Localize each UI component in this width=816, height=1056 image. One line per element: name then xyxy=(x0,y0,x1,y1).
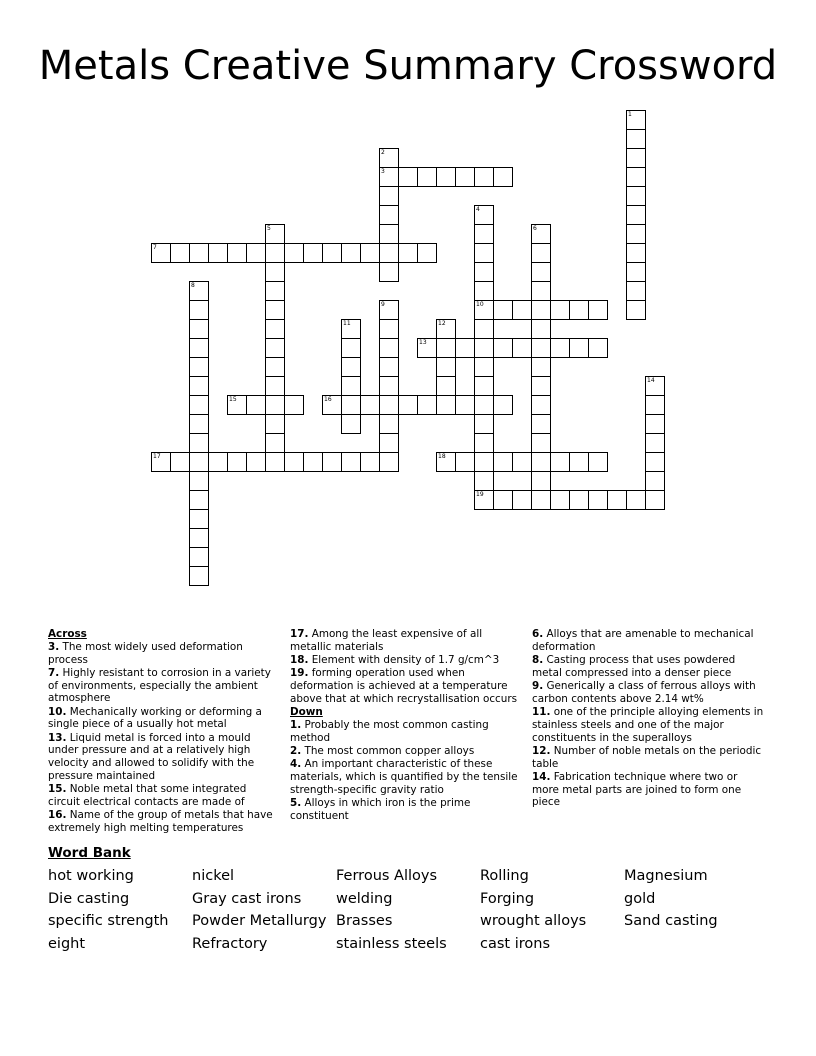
word-bank-title: Word Bank xyxy=(48,845,131,861)
grid-cell[interactable] xyxy=(512,490,532,510)
grid-cell[interactable] xyxy=(436,452,456,472)
word-bank-item: Sand casting xyxy=(624,913,718,930)
clue-down-8 xyxy=(532,654,764,680)
grid-cell[interactable] xyxy=(227,395,247,415)
grid-cell[interactable] xyxy=(645,414,665,434)
clue-number-label: 1. xyxy=(290,718,302,731)
clues-column-1 xyxy=(48,628,280,835)
clue-down-2 xyxy=(290,745,522,758)
across-heading: Across xyxy=(48,628,87,640)
grid-cell[interactable] xyxy=(493,395,513,415)
grid-cell[interactable] xyxy=(398,243,418,263)
word-bank-item: wrought alloys xyxy=(480,913,587,930)
grid-cell[interactable] xyxy=(417,243,437,263)
clue-down-14 xyxy=(532,771,764,809)
clue-across-16 xyxy=(48,809,280,835)
grid-cell[interactable] xyxy=(208,452,228,472)
grid-cell[interactable] xyxy=(474,205,494,225)
word-bank-item: Powder Metallurgy xyxy=(192,913,327,930)
clue-across-18 xyxy=(290,654,522,667)
word-bank-item: Rolling xyxy=(480,868,529,884)
grid-cell[interactable] xyxy=(341,395,361,415)
grid-cell[interactable] xyxy=(550,452,570,472)
clue-number: 2 xyxy=(381,149,385,156)
word-bank-item: specific strength xyxy=(48,913,169,930)
grid-cell[interactable] xyxy=(645,471,665,491)
word-bank-item: Forging xyxy=(480,890,535,907)
grid-cell[interactable] xyxy=(265,433,285,453)
clue-number-label: 7. xyxy=(48,666,60,679)
grid-cell[interactable] xyxy=(645,452,665,472)
clue-number: 13 xyxy=(419,339,427,346)
grid-cell[interactable] xyxy=(417,167,437,187)
grid-cell[interactable] xyxy=(626,490,646,510)
grid-cell[interactable] xyxy=(265,395,285,415)
grid-cell[interactable] xyxy=(189,319,209,339)
clue-number-label: 10. xyxy=(48,705,67,718)
clue-text: Fabrication technique where two or more metal parts are joined to form one piece xyxy=(532,770,742,809)
clue-down-5 xyxy=(290,797,522,823)
grid-cell[interactable] xyxy=(189,281,209,301)
clue-number: 6 xyxy=(533,225,537,232)
grid-cell[interactable] xyxy=(531,262,551,282)
grid-cell[interactable] xyxy=(436,395,456,415)
word-bank-item: eight xyxy=(48,936,86,953)
clue-down-9 xyxy=(532,680,764,706)
grid-cell[interactable] xyxy=(341,376,361,396)
grid-cell[interactable] xyxy=(626,262,646,282)
grid-cell[interactable] xyxy=(436,376,456,396)
clue-across-17 xyxy=(290,628,522,654)
clue-down-4 xyxy=(290,758,522,796)
grid-cell[interactable] xyxy=(189,243,209,263)
clue-text: Liquid metal is forced into a mould under pressure and at a relatively high velocity and allowed to solidify with the pressure maintained xyxy=(48,731,255,782)
grid-cell[interactable] xyxy=(189,395,209,415)
grid-cell[interactable] xyxy=(379,319,399,339)
grid-cell[interactable] xyxy=(531,414,551,434)
grid-cell[interactable] xyxy=(550,490,570,510)
grid-cell[interactable] xyxy=(360,243,380,263)
grid-cell[interactable] xyxy=(531,452,551,472)
grid-cell[interactable] xyxy=(303,243,323,263)
clue-text: Mechanically working or deforming a single piece of a usually hot metal xyxy=(48,705,262,731)
word-bank-item: Gray cast irons xyxy=(192,890,302,907)
clue-number-label: 14. xyxy=(532,770,551,783)
grid-cell[interactable] xyxy=(645,376,665,396)
grid-cell[interactable] xyxy=(588,300,608,320)
grid-cell[interactable] xyxy=(626,243,646,263)
grid-cell[interactable] xyxy=(474,376,494,396)
grid-cell[interactable] xyxy=(265,452,285,472)
clue-number: 3 xyxy=(381,168,385,175)
clue-number: 12 xyxy=(438,320,446,327)
word-bank-item: stainless steels xyxy=(336,936,447,953)
grid-cell[interactable] xyxy=(531,357,551,377)
grid-cell[interactable] xyxy=(645,395,665,415)
grid-cell[interactable] xyxy=(265,300,285,320)
clue-number-label: 2. xyxy=(290,744,302,757)
word-bank-item: Ferrous Alloys xyxy=(336,868,438,884)
clue-number-label: 17. xyxy=(290,628,309,640)
clue-text: Casting process that uses powdered metal compressed into a denser piece xyxy=(532,653,736,679)
grid-cell[interactable] xyxy=(379,433,399,453)
grid-cell[interactable] xyxy=(189,452,209,472)
clue-text: Among the least expensive of all metallic materials xyxy=(290,628,483,653)
grid-cell[interactable] xyxy=(227,243,247,263)
grid-cell[interactable] xyxy=(455,167,475,187)
grid-cell[interactable] xyxy=(531,395,551,415)
clues-column-3 xyxy=(532,628,764,810)
grid-cell[interactable] xyxy=(531,243,551,263)
grid-cell[interactable] xyxy=(588,338,608,358)
grid-cell[interactable] xyxy=(474,167,494,187)
grid-cell[interactable] xyxy=(151,243,171,263)
clue-text: forming operation used when deformation is achieved at a temperature above that at which recrystallisation occurs xyxy=(290,667,518,705)
grid-cell[interactable] xyxy=(493,452,513,472)
clue-number-label: 12. xyxy=(532,744,551,757)
grid-cell[interactable] xyxy=(569,490,589,510)
grid-cell[interactable] xyxy=(170,243,190,263)
grid-cell[interactable] xyxy=(474,357,494,377)
grid-cell[interactable] xyxy=(493,300,513,320)
grid-cell[interactable] xyxy=(417,395,437,415)
clue-text: An important characteristic of these materials, which is quantified by the tensile strength-specific gravity ratio xyxy=(290,757,518,796)
grid-cell[interactable] xyxy=(569,300,589,320)
word-bank-item: welding xyxy=(336,890,393,907)
clue-text: The most common copper alloys xyxy=(301,744,475,757)
grid-cell[interactable] xyxy=(151,452,171,472)
word-bank-item: nickel xyxy=(192,868,235,884)
clue-number-label: 4. xyxy=(290,757,302,770)
grid-cell[interactable] xyxy=(284,243,304,263)
grid-cell[interactable] xyxy=(531,471,551,491)
word-bank-item: Die casting xyxy=(48,890,130,907)
grid-cell[interactable] xyxy=(189,357,209,377)
grid-cell[interactable] xyxy=(189,528,209,548)
clue-number-label: 3. xyxy=(48,640,60,653)
grid-cell[interactable] xyxy=(626,281,646,301)
grid-cell[interactable] xyxy=(341,452,361,472)
grid-cell[interactable] xyxy=(474,433,494,453)
grid-cell[interactable] xyxy=(379,224,399,244)
clue-text: Highly resistant to corrosion in a variety of environments, especially the ambient atmosphere xyxy=(48,666,271,705)
grid-cell[interactable] xyxy=(493,338,513,358)
down-heading: Down xyxy=(290,705,323,718)
grid-cell[interactable] xyxy=(436,167,456,187)
grid-cell[interactable] xyxy=(379,338,399,358)
clue-number-label: 13. xyxy=(48,731,67,744)
grid-cell[interactable] xyxy=(474,338,494,358)
grid-cell[interactable] xyxy=(246,395,266,415)
grid-cell[interactable] xyxy=(474,300,494,320)
grid-cell[interactable] xyxy=(626,205,646,225)
clue-text: Alloys that are amenable to mechanical deformation xyxy=(532,628,754,653)
grid-cell[interactable] xyxy=(455,452,475,472)
grid-cell[interactable] xyxy=(379,452,399,472)
clue-number-label: 11. xyxy=(532,705,551,718)
grid-cell[interactable] xyxy=(379,357,399,377)
grid-cell[interactable] xyxy=(189,338,209,358)
grid-cell[interactable] xyxy=(398,167,418,187)
grid-cell[interactable] xyxy=(626,186,646,206)
clue-number: 4 xyxy=(476,206,480,213)
grid-cell[interactable] xyxy=(379,262,399,282)
clue-number: 7 xyxy=(153,244,157,251)
grid-cell[interactable] xyxy=(512,452,532,472)
clue-number: 10 xyxy=(476,301,484,308)
clue-number-label: 16. xyxy=(48,809,67,822)
grid-cell[interactable] xyxy=(455,395,475,415)
clue-down-12 xyxy=(532,745,764,771)
word-bank-item: gold xyxy=(624,890,656,907)
grid-cell[interactable] xyxy=(493,490,513,510)
grid-cell[interactable] xyxy=(246,452,266,472)
grid-cell[interactable] xyxy=(341,414,361,434)
grid-cell[interactable] xyxy=(626,300,646,320)
clue-number: 16 xyxy=(324,396,332,403)
clue-across-7 xyxy=(48,667,280,705)
page-title: Metals Creative Summary Crossword xyxy=(38,43,778,89)
grid-cell[interactable] xyxy=(341,338,361,358)
grid-cell[interactable] xyxy=(379,167,399,187)
clue-number-label: 15. xyxy=(48,783,67,796)
grid-cell[interactable] xyxy=(189,300,209,320)
grid-cell[interactable] xyxy=(474,243,494,263)
grid-cell[interactable] xyxy=(531,376,551,396)
clue-down-1 xyxy=(290,719,522,745)
clue-number: 1 xyxy=(628,111,632,118)
grid-cell[interactable] xyxy=(607,490,627,510)
grid-cell[interactable] xyxy=(512,338,532,358)
grid-cell[interactable] xyxy=(474,414,494,434)
clue-text: The most widely used deformation process xyxy=(48,640,243,666)
clue-text: Generically a class of ferrous alloys with carbon contents above 2.14 wt% xyxy=(532,679,756,705)
grid-cell[interactable] xyxy=(531,319,551,339)
word-bank-item: cast irons xyxy=(480,936,550,953)
grid-cell[interactable] xyxy=(417,338,437,358)
clue-number: 9 xyxy=(381,301,385,308)
clue-down-11 xyxy=(532,706,764,744)
grid-cell[interactable] xyxy=(379,414,399,434)
grid-cell[interactable] xyxy=(322,395,342,415)
grid-cell[interactable] xyxy=(379,205,399,225)
grid-cell[interactable] xyxy=(379,300,399,320)
grid-cell[interactable] xyxy=(379,148,399,168)
grid-cell[interactable] xyxy=(550,338,570,358)
grid-cell[interactable] xyxy=(531,281,551,301)
grid-cell[interactable] xyxy=(588,452,608,472)
grid-cell[interactable] xyxy=(474,319,494,339)
grid-cell[interactable] xyxy=(170,452,190,472)
grid-cell[interactable] xyxy=(265,224,285,244)
grid-cell[interactable] xyxy=(322,243,342,263)
clue-number: 14 xyxy=(647,377,655,384)
grid-cell[interactable] xyxy=(322,452,342,472)
grid-cell[interactable] xyxy=(360,452,380,472)
grid-cell[interactable] xyxy=(189,509,209,529)
grid-cell[interactable] xyxy=(474,395,494,415)
grid-cell[interactable] xyxy=(265,357,285,377)
grid-cell[interactable] xyxy=(189,376,209,396)
grid-cell[interactable] xyxy=(436,357,456,377)
clue-number-label: 9. xyxy=(532,679,544,692)
clue-across-13 xyxy=(48,732,280,783)
grid-cell[interactable] xyxy=(626,148,646,168)
grid-cell[interactable] xyxy=(531,490,551,510)
grid-cell[interactable] xyxy=(626,129,646,149)
grid-cell[interactable] xyxy=(531,300,551,320)
grid-cell[interactable] xyxy=(531,338,551,358)
grid-cell[interactable] xyxy=(265,281,285,301)
grid-cell[interactable] xyxy=(474,224,494,244)
clue-number-label: 18. xyxy=(290,653,309,666)
clue-across-15 xyxy=(48,783,280,809)
grid-cell[interactable] xyxy=(379,395,399,415)
grid-cell[interactable] xyxy=(189,414,209,434)
grid-cell[interactable] xyxy=(531,433,551,453)
grid-cell[interactable] xyxy=(208,243,228,263)
grid-cell[interactable] xyxy=(189,547,209,567)
word-bank-item: Magnesium xyxy=(624,868,708,884)
clue-number: 18 xyxy=(438,453,446,460)
clue-text: one of the principle alloying elements in stainless steels and one of the major constituents in the superalloys xyxy=(532,705,764,744)
grid-cell[interactable] xyxy=(474,281,494,301)
grid-cell[interactable] xyxy=(227,452,247,472)
grid-cell[interactable] xyxy=(303,452,323,472)
grid-cell[interactable] xyxy=(265,338,285,358)
grid-cell[interactable] xyxy=(246,243,266,263)
grid-cell[interactable] xyxy=(474,471,494,491)
word-bank-item: Refractory xyxy=(192,936,268,953)
clue-text: Element with density of 1.7 g/cm^3 xyxy=(308,653,500,666)
clue-text: Name of the group of metals that have extremely high melting temperatures xyxy=(48,809,273,834)
grid-cell[interactable] xyxy=(436,319,456,339)
clue-number: 11 xyxy=(343,320,351,327)
grid-cell[interactable] xyxy=(341,319,361,339)
grid-cell[interactable] xyxy=(379,243,399,263)
clue-number-label: 8. xyxy=(532,653,544,666)
grid-cell[interactable] xyxy=(474,262,494,282)
grid-cell[interactable] xyxy=(626,167,646,187)
clue-across-19 xyxy=(290,667,522,705)
grid-cell[interactable] xyxy=(569,338,589,358)
word-bank-item: Brasses xyxy=(336,913,393,930)
grid-cell[interactable] xyxy=(189,471,209,491)
clue-down-6 xyxy=(532,628,764,654)
clue-number: 19 xyxy=(476,491,484,498)
clue-across-3 xyxy=(48,641,280,667)
grid-cell[interactable] xyxy=(341,357,361,377)
grid-cell[interactable] xyxy=(645,490,665,510)
clue-text: Number of noble metals on the periodic table xyxy=(532,744,762,770)
grid-cell[interactable] xyxy=(265,243,285,263)
clue-across-10 xyxy=(48,706,280,732)
grid-cell[interactable] xyxy=(265,376,285,396)
clue-text: Alloys in which iron is the prime constituent xyxy=(290,796,471,822)
word-bank-item: hot working xyxy=(48,868,134,884)
grid-cell[interactable] xyxy=(531,224,551,244)
clue-number: 15 xyxy=(229,396,237,403)
grid-cell[interactable] xyxy=(360,395,380,415)
grid-cell[interactable] xyxy=(379,186,399,206)
clue-text: Probably the most common casting method xyxy=(290,718,489,744)
grid-cell[interactable] xyxy=(626,110,646,130)
grid-cell[interactable] xyxy=(512,300,532,320)
grid-cell[interactable] xyxy=(265,319,285,339)
grid-cell[interactable] xyxy=(645,433,665,453)
grid-cell[interactable] xyxy=(626,224,646,244)
clue-number: 17 xyxy=(153,453,161,460)
grid-cell[interactable] xyxy=(284,395,304,415)
clue-number-label: 19. xyxy=(290,667,309,680)
clues-column-2 xyxy=(290,628,522,823)
grid-cell[interactable] xyxy=(189,433,209,453)
grid-cell[interactable] xyxy=(265,262,285,282)
clue-number-label: 5. xyxy=(290,796,302,809)
grid-cell[interactable] xyxy=(398,395,418,415)
clue-text: Noble metal that some integrated circuit electrical contacts are made of xyxy=(48,783,247,808)
grid-cell[interactable] xyxy=(284,452,304,472)
grid-cell[interactable] xyxy=(455,338,475,358)
grid-cell[interactable] xyxy=(569,452,589,472)
grid-cell[interactable] xyxy=(265,414,285,434)
grid-cell[interactable] xyxy=(588,490,608,510)
clue-number-label: 6. xyxy=(532,628,544,640)
grid-cell[interactable] xyxy=(341,243,361,263)
grid-cell[interactable] xyxy=(474,452,494,472)
grid-cell[interactable] xyxy=(493,167,513,187)
clue-number: 8 xyxy=(191,282,195,289)
clue-number: 5 xyxy=(267,225,271,232)
grid-cell[interactable] xyxy=(550,300,570,320)
grid-cell[interactable] xyxy=(189,490,209,510)
grid-cell[interactable] xyxy=(189,566,209,586)
grid-cell[interactable] xyxy=(436,338,456,358)
grid-cell[interactable] xyxy=(379,376,399,396)
grid-cell[interactable] xyxy=(474,490,494,510)
